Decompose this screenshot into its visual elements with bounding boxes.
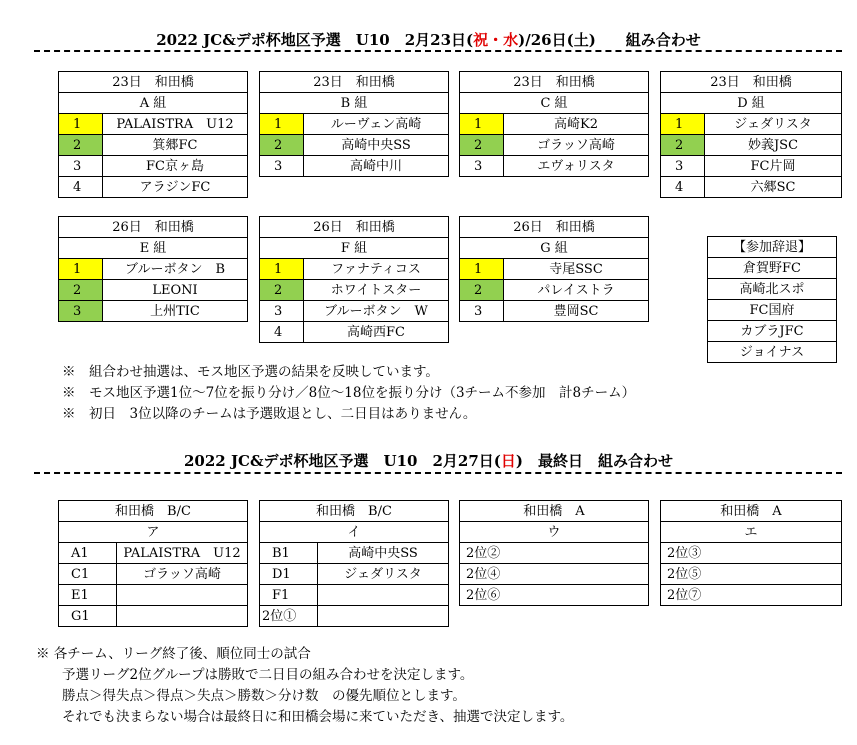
team-cell: 2位③ — [661, 543, 842, 564]
team-cell: 2位⑥ — [460, 585, 649, 606]
team-cell: 2位② — [460, 543, 649, 564]
group-name: B 組 — [260, 93, 449, 114]
declined-teams-table — [707, 236, 837, 363]
group-venue: 23日 和田橋 — [460, 72, 649, 93]
declined-header: 【参加辞退】 — [708, 237, 837, 258]
team-cell: 六郷SC — [705, 177, 842, 198]
group-b-table: 23日 和田橋 B 組 1 ルーヴェン高崎 2 高崎中央SS 3 高崎中川 — [259, 71, 449, 177]
team-cell: 2位⑤ — [661, 564, 842, 585]
final-group-e-table — [660, 500, 842, 606]
team-cell: 箕郷FC — [103, 135, 248, 156]
group-g-table: 26日 和田橋 G 組 1 寺尾SSC 2 パレイストラ 3 豊岡SC — [459, 216, 649, 322]
team-cell: ジェダリスタ — [705, 114, 842, 135]
group-venue: 26日 和田橋 — [59, 217, 248, 238]
team-cell: エヴォリスタ — [504, 156, 649, 177]
team-cell: ブルーボタン W — [304, 301, 449, 322]
team-cell: アラジンFC — [103, 177, 248, 198]
group-name: G 組 — [460, 238, 649, 259]
team-cell: ファナティコス — [304, 259, 449, 280]
note-line: ※ 各チーム、リーグ終了後、順位同士の試合 — [36, 646, 311, 662]
group-venue: 和田橋 A — [460, 501, 649, 522]
team-cell: パレイストラ — [504, 280, 649, 301]
team-cell: ルーヴェン高崎 — [304, 114, 449, 135]
group-venue: 26日 和田橋 — [260, 217, 449, 238]
team-cell: 高崎K2 — [504, 114, 649, 135]
team-cell: 高崎中央SS — [318, 543, 449, 564]
team-cell: ジェダリスタ — [318, 564, 449, 585]
group-name: C 組 — [460, 93, 649, 114]
note-line: ※ 初日 3位以降のチームは予選敗退とし、二日目はありません。 — [62, 406, 477, 422]
group-d-table: 23日 和田橋 D 組 1 ジェダリスタ 2 妙義JSC 3 FC片岡 4 六郷SC — [660, 71, 842, 198]
group-venue: 和田橋 B/C — [260, 501, 449, 522]
team-cell: PALAISTRA U12 — [117, 543, 248, 564]
prelim-title: 2022 JC&デポ杯地区予選 U10 2月23日(祝・水)/26日(土) 組み合わせ — [156, 31, 701, 49]
group-name: D 組 — [661, 93, 842, 114]
group-name: F 組 — [260, 238, 449, 259]
group-name: A 組 — [59, 93, 248, 114]
team-cell: FC片岡 — [705, 156, 842, 177]
team-cell: 2位⑦ — [661, 585, 842, 606]
group-name: ウ — [460, 522, 649, 543]
team-cell: ゴラッソ高崎 — [504, 135, 649, 156]
declined-team: FC国府 — [708, 300, 837, 321]
group-e-table: 26日 和田橋 E 組 1 ブルーボタン B 2 LEONI 3 上州TIC — [58, 216, 248, 322]
team-cell — [117, 585, 248, 606]
final-notes — [36, 644, 573, 728]
divider — [34, 472, 842, 474]
team-cell: 上州TIC — [103, 301, 248, 322]
team-cell: ブルーボタン B — [103, 259, 248, 280]
group-f-table: 26日 和田橋 F 組 1 ファナティコス 2 ホワイトスター 3 ブルーボタン W 4 高崎西FC — [259, 216, 449, 343]
team-cell: 寺尾SSC — [504, 259, 649, 280]
declined-team: 高崎北スポ — [708, 279, 837, 300]
group-venue: 26日 和田橋 — [460, 217, 649, 238]
divider — [34, 50, 842, 52]
final-group-u-table — [459, 500, 649, 606]
team-cell: 高崎中川 — [304, 156, 449, 177]
final-title: 2022 JC&デポ杯地区予選 U10 2月27日(日) 最終日 組み合わせ — [183, 452, 674, 470]
prelim-notes — [62, 362, 635, 425]
team-cell: 2位④ — [460, 564, 649, 585]
note-line: それでも決まらない場合は最終日に和田橋会場に来ていただき、抽選で決定します。 — [62, 709, 574, 725]
team-cell: 高崎中央SS — [304, 135, 449, 156]
team-cell: LEONI — [103, 280, 248, 301]
declined-team: 倉賀野FC — [708, 258, 837, 279]
group-name: E 組 — [59, 238, 248, 259]
group-venue: 和田橋 B/C — [59, 501, 248, 522]
final-group-i-table: 和田橋 B/C イ B1 高崎中央SS D1 ジェダリスタ F1 2位① — [259, 500, 449, 627]
team-cell: 高崎西FC — [304, 322, 449, 343]
group-name: イ — [260, 522, 449, 543]
team-cell: ホワイトスター — [304, 280, 449, 301]
team-cell: 妙義JSC — [705, 135, 842, 156]
team-cell: PALAISTRA U12 — [103, 114, 248, 135]
team-cell — [117, 606, 248, 627]
declined-team: ジョイナス — [708, 342, 837, 363]
declined-team: カブラJFC — [708, 321, 837, 342]
group-venue: 和田橋 A — [661, 501, 842, 522]
group-venue: 23日 和田橋 — [661, 72, 842, 93]
note-line: ※ 組合わせ抽選は、モス地区予選の結果を反映しています。 — [62, 364, 439, 380]
group-a-table: 23日 和田橋 A 組 1 PALAISTRA U12 2 箕郷FC 3 FC京ヶ島 4 アラジンFC — [58, 71, 248, 198]
group-name: ア — [59, 522, 248, 543]
team-cell: FC京ヶ島 — [103, 156, 248, 177]
team-cell: 豊岡SC — [504, 301, 649, 322]
final-group-a-table: 和田橋 B/C ア A1 PALAISTRA U12 C1 ゴラッソ高崎 E1 G1 — [58, 500, 248, 627]
group-name: エ — [661, 522, 842, 543]
team-cell: ゴラッソ高崎 — [117, 564, 248, 585]
group-venue: 23日 和田橋 — [59, 72, 248, 93]
note-line: ※ モス地区予選1位～7位を振り分け／8位～18位を振り分け（3チーム不参加 計8チーム） — [62, 385, 636, 401]
team-cell — [318, 585, 449, 606]
note-line: 予選リーグ2位グループは勝敗で二日目の組み合わせを決定します。 — [62, 667, 474, 683]
group-c-table: 23日 和田橋 C 組 1 高崎K2 2 ゴラッソ高崎 3 エヴォリスタ — [459, 71, 649, 177]
note-line: 勝点＞得失点＞得点＞失点＞勝数＞分け数 の優先順位とします。 — [62, 688, 466, 704]
group-venue: 23日 和田橋 — [260, 72, 449, 93]
team-cell — [318, 606, 449, 627]
